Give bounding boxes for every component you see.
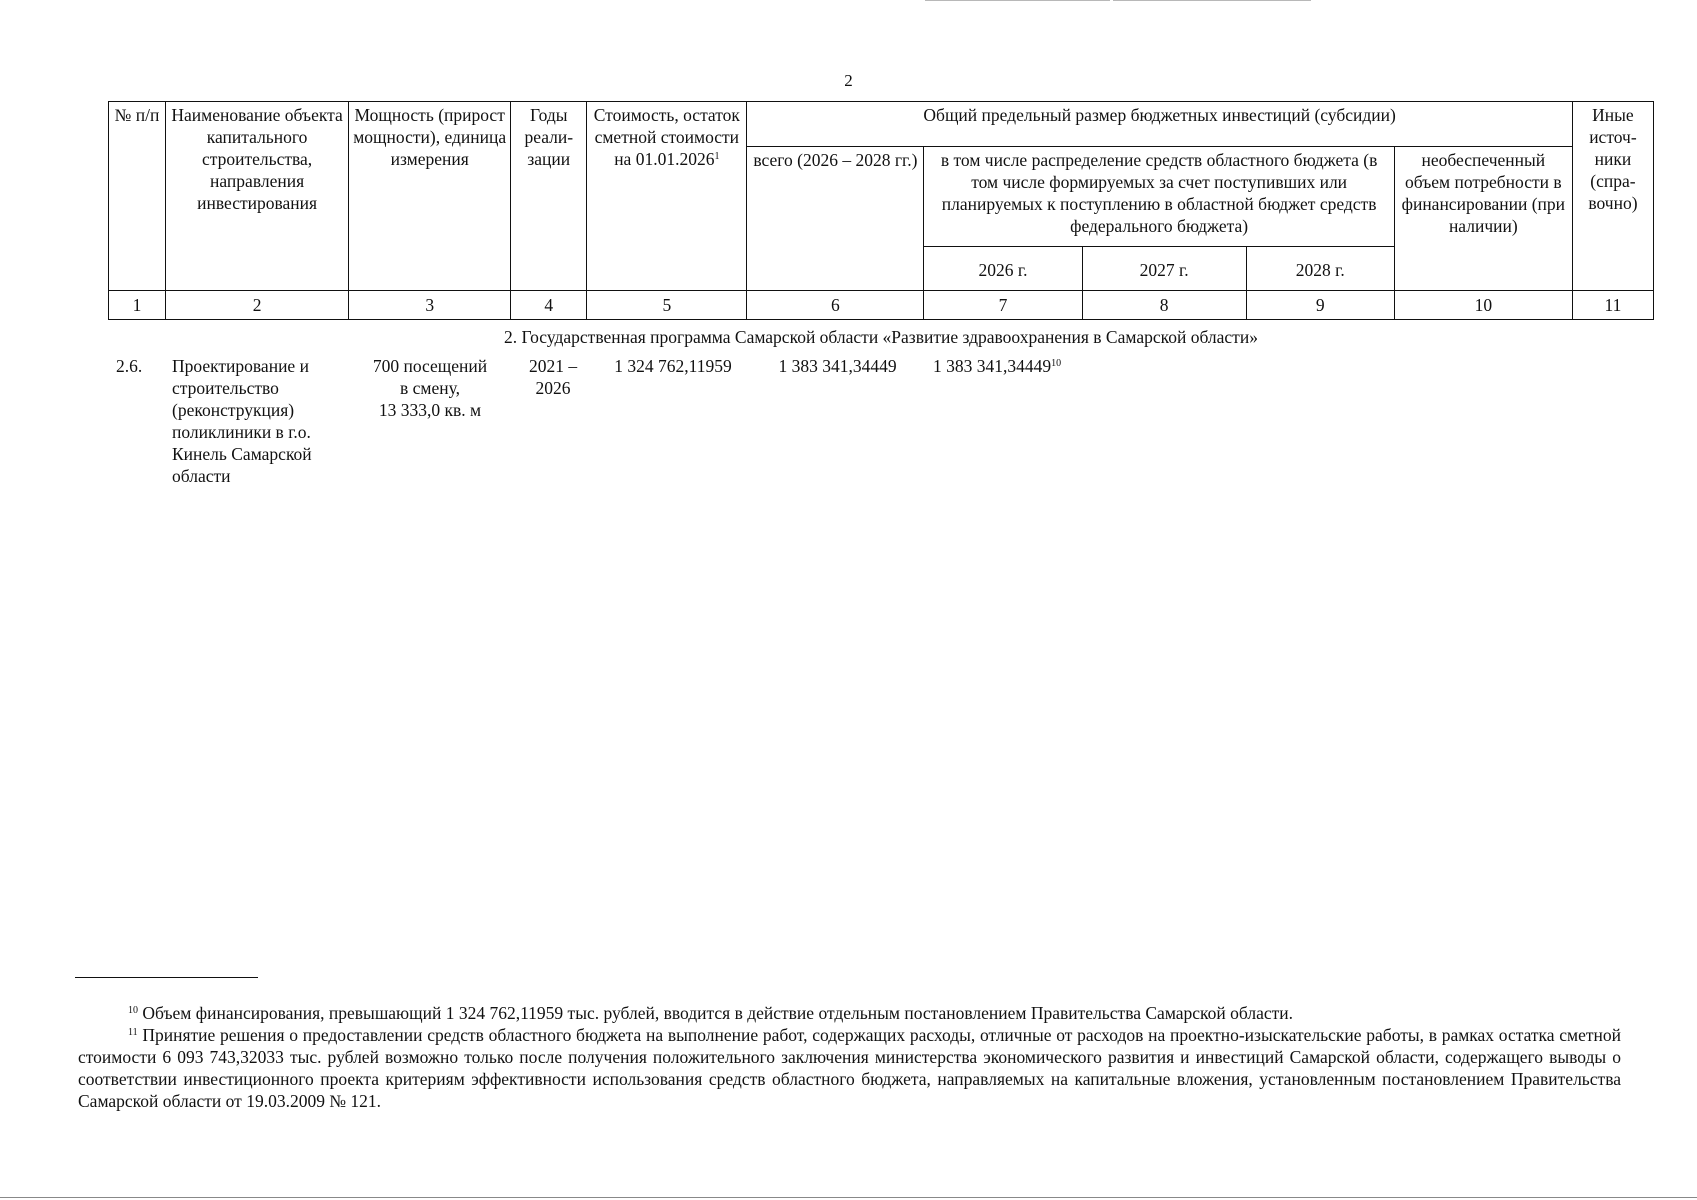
footnote-mark: 10 bbox=[128, 1005, 138, 1016]
header-distribution: в том числе распределение средств областного бюджета (в том числе формируемых за счет поступивших или планируемых к поступлению в областной бюджет средств федерального бюджета) bbox=[924, 147, 1394, 247]
column-number: 11 bbox=[1572, 291, 1653, 320]
footnote-mark: 1 bbox=[714, 151, 720, 162]
column-number: 1 bbox=[109, 291, 166, 320]
header-unsecured: необеспеченный объем потребности в финансировании (при наличии) bbox=[1394, 147, 1572, 291]
header-cost-text: Стоимость, остаток сметной стоимости на 01.01.2026 bbox=[593, 105, 740, 169]
header-year-2028: 2028 г. bbox=[1246, 247, 1394, 291]
header-power: Мощность (прирост мощности), единица измерения bbox=[349, 102, 511, 291]
row-2026 bbox=[933, 355, 1061, 377]
header-table bbox=[108, 101, 1654, 320]
footnote-mark: 11 bbox=[128, 1027, 138, 1038]
row-object-name: Проектирование и строительство (реконструкция) поликлиники в г.о. Кинель Самарской области bbox=[172, 356, 312, 486]
column-number: 5 bbox=[587, 291, 747, 320]
footnote-10 bbox=[78, 1002, 1621, 1024]
column-number: 9 bbox=[1246, 291, 1394, 320]
row-years-line: 2021 – bbox=[528, 356, 578, 376]
row-power-line: 700 посещений bbox=[372, 356, 488, 376]
row-total: 1 383 341,34449 bbox=[778, 356, 897, 376]
header-years: Годы реали-зации bbox=[511, 102, 587, 291]
footnote-11 bbox=[78, 1024, 1621, 1112]
header-total: всего (2026 – 2028 гг.) bbox=[747, 147, 924, 291]
row-years bbox=[518, 355, 588, 399]
row-power-line: 13 333,0 кв. м bbox=[378, 400, 482, 420]
row-years-line: 2026 bbox=[535, 378, 571, 398]
footnote-mark: 10 bbox=[1051, 358, 1062, 369]
row-number: 2.6. bbox=[116, 356, 143, 376]
section-title: 2. Государственная программа Самарской области «Развитие здравоохранения в Самарской области» bbox=[504, 327, 1258, 347]
footnotes bbox=[78, 1002, 1621, 1112]
header-general: Общий предельный размер бюджетных инвестиций (субсидии) bbox=[747, 102, 1573, 147]
column-number: 10 bbox=[1394, 291, 1572, 320]
footnote-rule bbox=[75, 977, 258, 978]
column-number: 3 bbox=[349, 291, 511, 320]
row-cost: 1 324 762,11959 bbox=[614, 356, 732, 376]
page-number: 2 bbox=[844, 71, 853, 90]
header-no: № п/п bbox=[109, 102, 166, 291]
footnote-10-text: Объем финансирования, превышающий 1 324 762,11959 тыс. рублей, вводится в действие отдельным постановлением Правительства Самарской области. bbox=[142, 1003, 1294, 1023]
top-rule bbox=[1113, 0, 1311, 1]
row-2026-value: 1 383 341,34449 bbox=[933, 356, 1052, 376]
top-rule bbox=[925, 0, 1110, 1]
row-power bbox=[350, 355, 510, 421]
footnote-11-text: Принятие решения о предоставлении средств областного бюджета на выполнение работ, содержащих расходы, отличные от расходов на проектно-изыскательские работы, в рамках остатка сметной стоимости 6 093 743,32033 тыс. рублей возможно только после получения положительного заключения министерства экономического развития и инвестиций Самарской области, содержащего выводы о соответствии инвестиционного проекта критериям эффективности использования средств областного бюджета, направляемых на капитальные вложения, установленным постановлением Правительства Самарской области от 19.03.2009 № 121. bbox=[78, 1025, 1621, 1111]
column-number: 7 bbox=[924, 291, 1082, 320]
column-number: 8 bbox=[1082, 291, 1246, 320]
row-power-line: в смену, bbox=[400, 378, 460, 398]
header-other: Иные источ-ники (спра-вочно) bbox=[1572, 102, 1653, 291]
column-number: 2 bbox=[166, 291, 349, 320]
column-number: 6 bbox=[747, 291, 924, 320]
column-number: 4 bbox=[511, 291, 587, 320]
bottom-rule bbox=[0, 1197, 1697, 1198]
header-name: Наименование объекта капитального строительства, направления инвестирования bbox=[166, 102, 349, 291]
header-year-2026: 2026 г. bbox=[924, 247, 1082, 291]
header-year-2027: 2027 г. bbox=[1082, 247, 1246, 291]
header-cost bbox=[587, 102, 747, 291]
